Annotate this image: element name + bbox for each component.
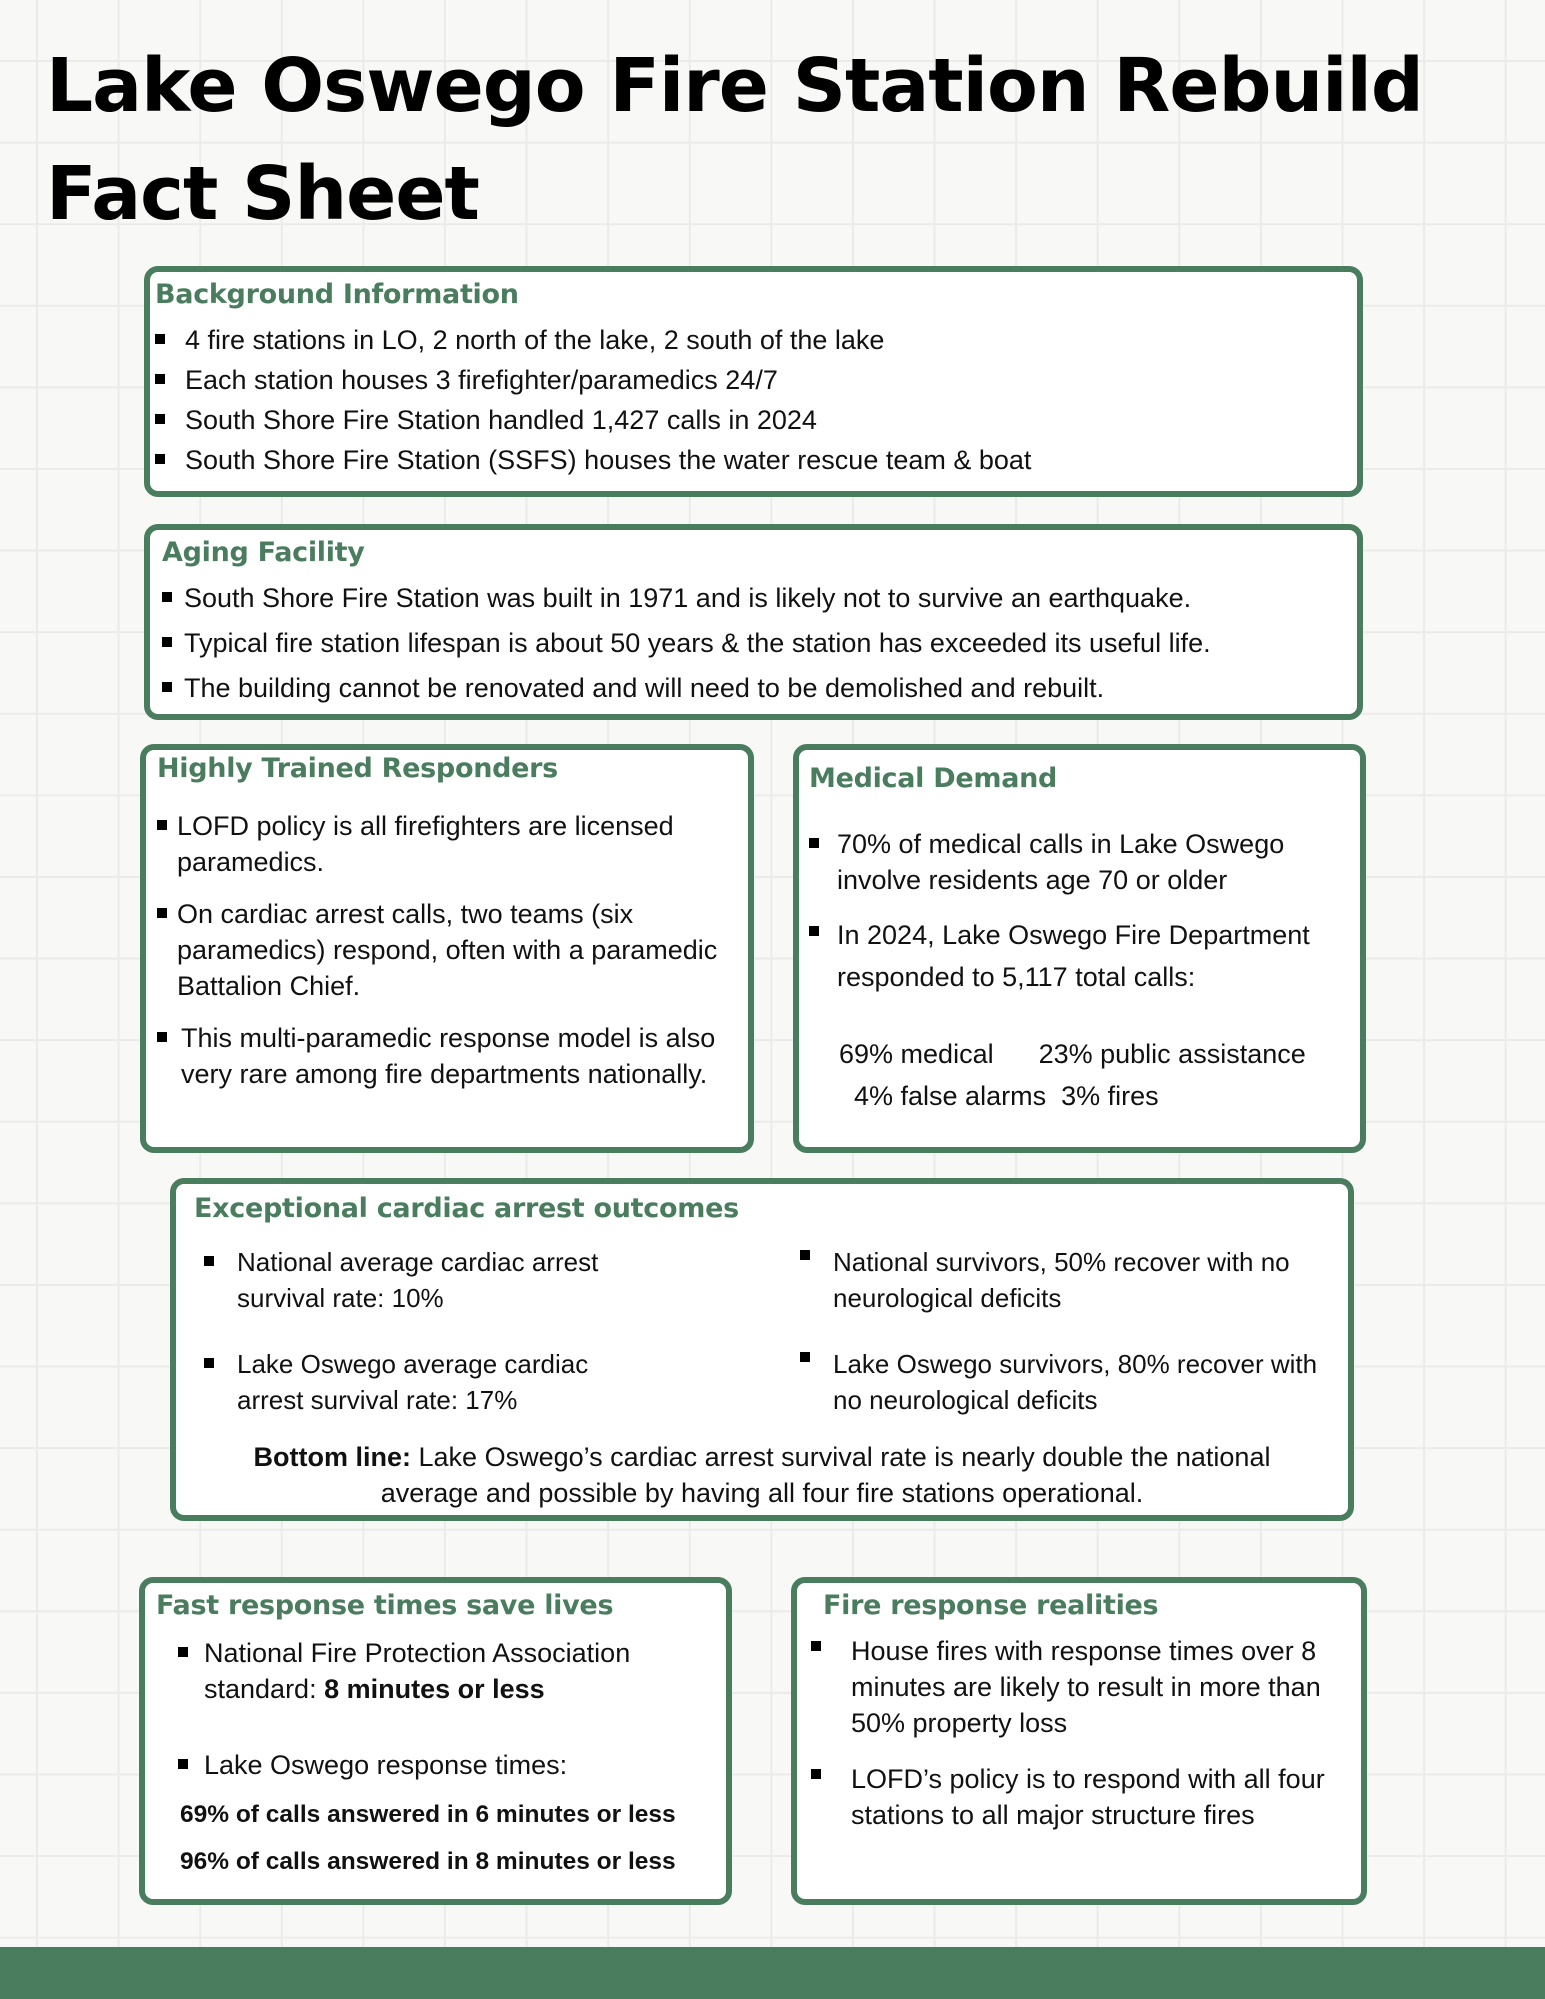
call-breakdown-line-1: 69% medical 23% public assistance (839, 1039, 1306, 1069)
list-item: Lake Oswego response times: (156, 1747, 726, 1783)
cardiac-columns (194, 1244, 1348, 1454)
square-bullet-icon (800, 1250, 810, 1260)
square-bullet-icon (157, 1032, 167, 1042)
list-item: In 2024, Lake Oswego Fire Department responded to 5,117 total calls: (809, 914, 1360, 998)
square-bullet-icon (155, 334, 165, 344)
list-item: 70% of medical calls in Lake Oswego involve residents age 70 or older (809, 826, 1360, 898)
fast-response-box (139, 1577, 732, 1905)
list-item: Typical fire station lifespan is about 50 years & the station has exceeded its useful life. (162, 621, 1357, 666)
list-item: National survivors, 50% recover with no neurological deficits (800, 1244, 1340, 1316)
title-line-1: Lake Oswego Fire Station Rebuild (46, 43, 1423, 129)
square-bullet-icon (178, 1647, 188, 1657)
section-heading: Fire response realities (823, 1590, 1159, 1621)
call-breakdown (839, 1033, 1306, 1117)
list-item: 4 fire stations in LO, 2 north of the lake, 2 south of the lake (155, 320, 1357, 360)
square-bullet-icon (155, 454, 165, 464)
footer-bar (0, 1947, 1545, 1999)
list-item: LOFD policy is all firefighters are licensed paramedics. (157, 808, 748, 880)
bottom-line (176, 1439, 1348, 1511)
section-heading: Background Information (155, 279, 519, 310)
page-title (46, 32, 1423, 248)
section-heading: Highly Trained Responders (157, 753, 558, 784)
list-item: Each station houses 3 firefighter/paramedics 24/7 (155, 360, 1357, 400)
section-heading: Exceptional cardiac arrest outcomes (194, 1193, 739, 1224)
section-heading: Medical Demand (809, 763, 1058, 794)
list-item: National Fire Protection Association standard: 8 minutes or less (156, 1635, 726, 1707)
square-bullet-icon (811, 1641, 821, 1651)
section-heading: Aging Facility (162, 537, 365, 568)
left-bullet-list (204, 1244, 634, 1448)
square-bullet-icon (155, 414, 165, 424)
medical-demand-box (793, 744, 1366, 1153)
background-information-box (144, 266, 1363, 497)
list-item: House fires with response times over 8 minutes are likely to result in more than 50% property loss (823, 1633, 1361, 1741)
list-item: Lake Oswego average cardiac arrest survival rate: 17% (204, 1346, 634, 1418)
square-bullet-icon (155, 374, 165, 384)
section-heading: Fast response times save lives (156, 1590, 614, 1621)
square-bullet-icon (204, 1256, 214, 1266)
bullet-list (823, 1633, 1361, 1833)
list-item: National average cardiac arrest survival rate: 10% (204, 1244, 634, 1316)
cardiac-outcomes-box (170, 1178, 1354, 1521)
response-stat-8min: 96% of calls answered in 8 minutes or less (180, 1848, 676, 1875)
list-item: The building cannot be renovated and will need to be demolished and rebuilt. (162, 666, 1357, 711)
list-item: Lake Oswego survivors, 80% recover with no neurological deficits (800, 1346, 1340, 1418)
bottom-line-text: Lake Oswego’s cardiac arrest survival rate is nearly double the national average and possible by having all four fire stations operational. (380, 1442, 1271, 1508)
square-bullet-icon (800, 1352, 810, 1362)
square-bullet-icon (157, 820, 167, 830)
response-stat-6min: 69% of calls answered in 6 minutes or less (180, 1801, 676, 1828)
highly-trained-responders-box (140, 744, 754, 1153)
square-bullet-icon (809, 926, 819, 936)
response-stats (180, 1791, 726, 1885)
bullet-list (156, 1635, 726, 1783)
square-bullet-icon (162, 637, 172, 647)
bullet-list (809, 826, 1360, 998)
square-bullet-icon (809, 838, 819, 848)
list-item: South Shore Fire Station handled 1,427 calls in 2024 (155, 400, 1357, 440)
list-item: South Shore Fire Station (SSFS) houses the water rescue team & boat (155, 440, 1357, 480)
list-item: This multi-paramedic response model is also very rare among fire departments nationally. (157, 1020, 748, 1092)
bottom-line-label: Bottom line: (253, 1442, 412, 1472)
square-bullet-icon (204, 1358, 214, 1368)
right-bullet-list (800, 1244, 1340, 1448)
call-breakdown-line-2: 4% false alarms 3% fires (839, 1081, 1159, 1111)
list-item: LOFD’s policy is to respond with all four stations to all major structure fires (823, 1761, 1361, 1833)
bullet-list (157, 808, 748, 1092)
square-bullet-icon (811, 1769, 821, 1779)
list-item: South Shore Fire Station was built in 1971 and is likely not to survive an earthquake. (162, 576, 1357, 621)
list-item: On cardiac arrest calls, two teams (six paramedics) respond, often with a paramedic Battalion Chief. (157, 896, 748, 1004)
aging-facility-box (144, 524, 1363, 720)
title-line-2: Fact Sheet (46, 151, 479, 237)
fire-response-realities-box (791, 1577, 1367, 1905)
bullet-list (162, 576, 1357, 711)
bullet-list (155, 320, 1357, 480)
square-bullet-icon (162, 592, 172, 602)
square-bullet-icon (178, 1759, 188, 1769)
square-bullet-icon (162, 682, 172, 692)
square-bullet-icon (157, 908, 167, 918)
